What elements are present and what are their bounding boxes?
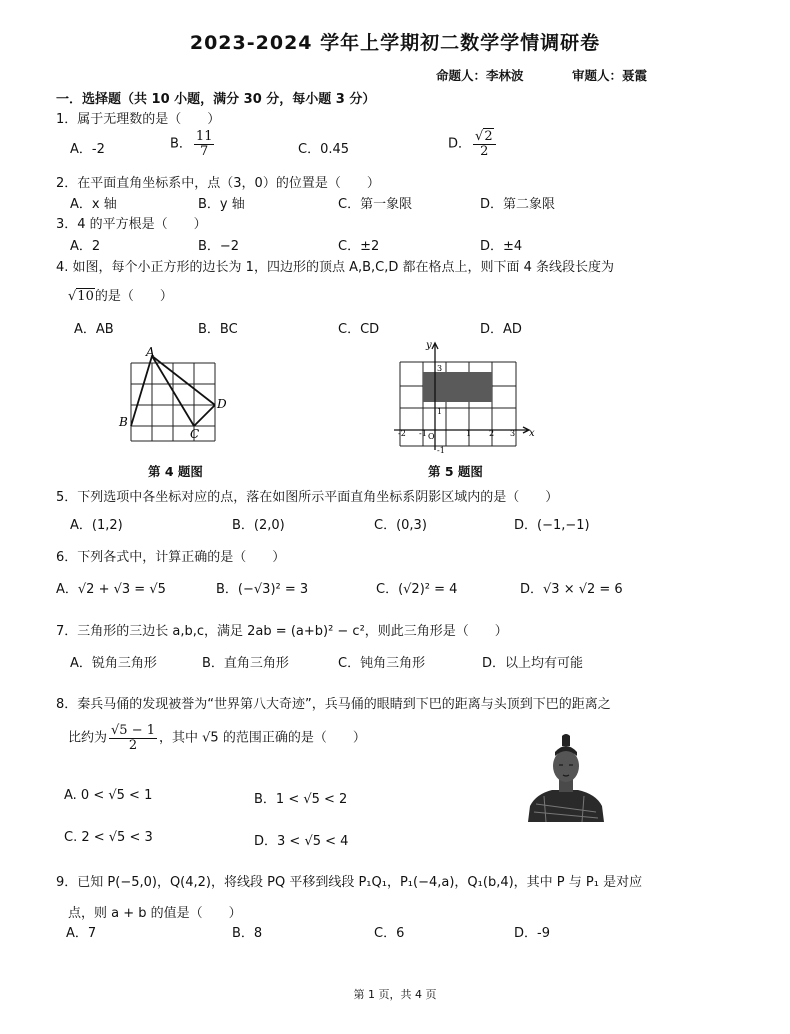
fig5-y-label: y [426,340,432,351]
q9-stem-line1: 9．已知 P(−5,0)，Q(4,2)，将线段 PQ 平移到线段 P₁Q₁，P₁(−4,a)，Q₁(b,4)，其中 P 与 P₁ 是对应 [56,875,643,890]
q5-option-c: C．(0,3) [374,518,427,533]
q9-option-a: A．7 [66,926,97,941]
fig5-tick-y-neg1: -1 [437,446,445,455]
q2-stem: 2．在平面直角坐标系中，点（3，0）的位置是（ ） [56,176,380,191]
reviewer-label: 审题人：聂霞 [572,68,648,83]
setter-label: 命题人：李林波 [436,68,524,83]
q7-option-c: C．钝角三角形 [338,656,426,671]
q7-option-b: B．直角三角形 [202,656,289,671]
q8-option-d: D．3 < √5 < 4 [254,834,349,849]
q1-b-numerator: 11 [195,129,213,144]
q1-d-numerator: 2 [484,129,493,144]
fig5-tick-x-1: 1 [466,429,472,438]
q1-option-c: C．0.45 [298,142,350,157]
q4-stem-line2: √10的是（ ） [68,289,173,304]
q4-stem-line1: 4. 如图，每个小正方形的边长为 1，四边形的顶点 A,B,C,D 都在格点上，则下面 4 条线段长度为 [56,260,615,275]
fig5-tick-x-2: 2 [489,429,495,438]
q1-option-b-prefix: B． [170,136,192,152]
q6-stem: 6．下列各式中，计算正确的是（ ） [56,550,286,565]
q8-option-a: A. 0 < √5 < 1 [64,788,153,803]
figure-4-caption: 第 4 题图 [148,464,203,479]
q8-option-b: B．1 < √5 < 2 [254,792,348,807]
page-footer: 第 1 页，共 4 页 [353,988,437,1001]
q9-option-d: D．-9 [514,926,550,941]
q4-option-a: A．AB [74,322,114,337]
q4-option-b: B．BC [198,322,238,337]
q6-option-b: B．(−√3)² = 3 [216,582,309,597]
q2-option-d: D．第二象限 [480,197,556,212]
q9-option-c: C．6 [374,926,405,941]
q8-fraction-denominator: 2 [128,737,138,753]
q1-option-d: D． $\frac{√2}{2}$ [448,130,498,158]
q3-option-d: D．±4 [480,239,523,254]
section-heading: 一．选择题（共 10 小题，满分 30 分，每小题 3 分） [56,92,376,107]
q3-option-a: A．2 [70,239,101,254]
terracotta-warrior-image [526,732,604,822]
q3-stem: 3．4 的平方根是（ ） [56,217,207,232]
figure-5-coordinate-plane [388,338,538,458]
q1-option-b [170,130,216,158]
q5-option-d: D．(−1,−1) [514,518,590,533]
q2-option-b: B．y 轴 [198,197,245,212]
q6-option-d: D．√3 × √2 = 6 [520,582,623,597]
fig4-label-b: B [119,415,128,429]
q8-stem-prefix: 比约为 [68,730,108,746]
q7-option-a: A．锐角三角形 [70,656,157,671]
q9-option-b: B．8 [232,926,263,941]
fig4-label-c: C [190,427,200,441]
q8-stem-line2 [68,724,366,752]
fig5-x-label: x [529,428,535,439]
fig5-origin: O [428,432,435,441]
q5-option-a: A．(1,2) [70,518,123,533]
q1-option-a: A．-2 [70,142,105,157]
q8-stem-line1: 8．秦兵马俑的发现被誉为“世界第八大奇迹”，兵马俑的眼睛到下巴的距离与头顶到下巴的距离之 [56,697,611,712]
fig5-tick-x-neg1: -1 [419,429,427,438]
q1-stem: 1．属于无理数的是（ ） [56,112,221,127]
q3-option-c: C．±2 [338,239,380,254]
fig5-tick-y-1: 1 [437,407,443,416]
q4-radicand: 10 [77,289,94,304]
q4-option-d: D．AD [480,322,522,337]
fig5-tick-x-3: 3 [510,429,516,438]
q8-fraction [109,724,157,752]
q1-b-denominator: 7 [200,143,209,159]
fig4-label-a: A [146,345,155,359]
q9-stem-line2: 点，则 a + b 的值是（ ） [68,906,242,921]
q7-stem: 7．三角形的三边长 a,b,c，满足 2ab = (a+b)² − c²，则此三角形是（ ） [56,624,508,639]
q2-option-a: A．x 轴 [70,197,117,212]
q5-stem: 5．下列选项中各坐标对应的点，落在如图所示平面直角坐标系阴影区域内的是（ ） [56,490,559,505]
q6-option-a: A．√2 + √3 = √5 [56,582,166,597]
fig4-label-d: D [217,397,227,411]
q4-option-c: C．CD [338,322,380,337]
figure-5-caption: 第 5 题图 [428,464,483,479]
shaded-region [423,372,492,402]
q8-option-c: C. 2 < √5 < 3 [64,830,153,845]
q6-option-c: C．(√2)² = 4 [376,582,458,597]
q8-fraction-numerator: √5 − 1 [111,723,155,738]
q5-option-b: B．(2,0) [232,518,285,533]
q4-stem-tail: 的是（ ） [94,289,173,304]
page-title: 2023-2024 学年上学期初二数学学情调研卷 [189,32,601,54]
q7-option-d: D．以上均有可能 [482,656,584,671]
q3-option-b: B．−2 [198,239,240,254]
figure-4-grid [110,344,230,444]
q2-option-c: C．第一象限 [338,197,413,212]
fig5-tick-y-3: 3 [437,364,443,373]
fig5-tick-x-neg2: -2 [398,429,406,438]
q1-option-d-prefix: D． [448,136,472,152]
q1-d-denominator: 2 [480,143,489,159]
q8-stem-suffix: ，其中 √5 的范围正确的是（ ） [159,730,366,746]
